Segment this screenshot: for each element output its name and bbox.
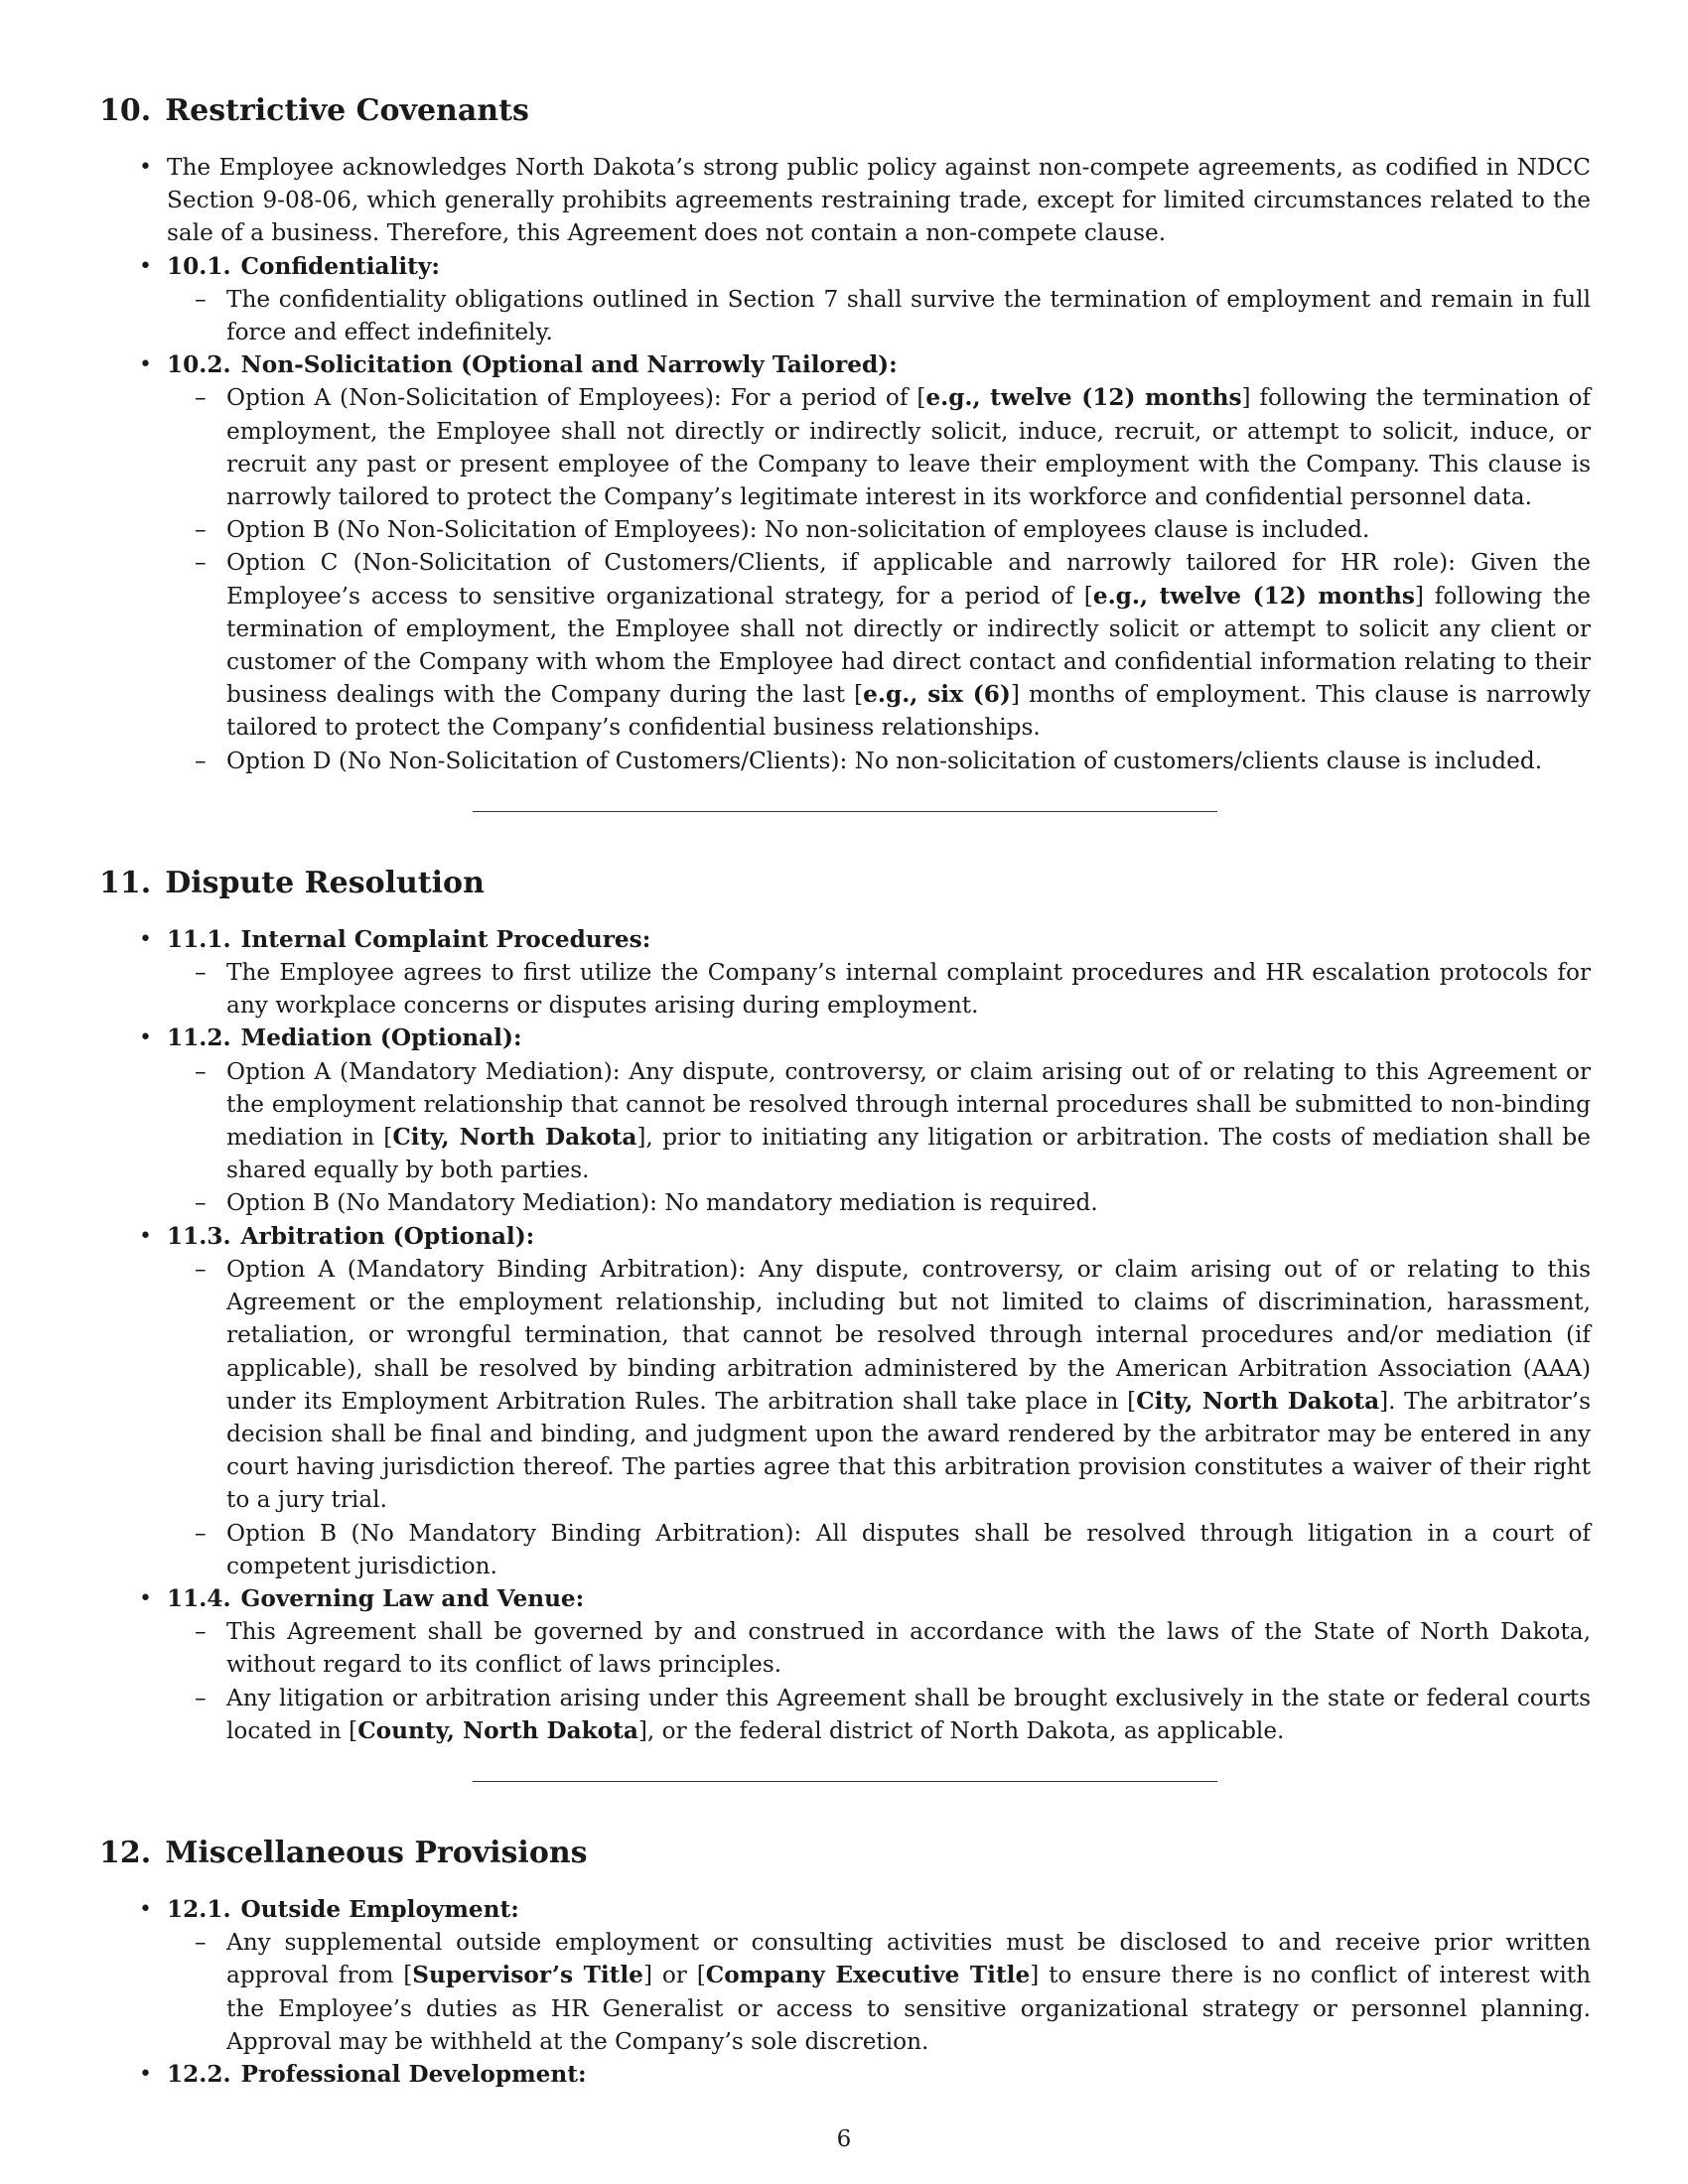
placeholder-text: e.g., twelve (12) months xyxy=(1092,582,1415,610)
sub-item: – The confidentiality obligations outlined in Section 7 shall survive the termination of employment and remain in full force and effect indefinitely. xyxy=(167,283,1591,348)
sub-item: – Any litigation or arbitration arising under this Agreement shall be brought exclusively in the state or federal courts located in [County, North Dakota], or the federal district of North Dakota, as applicable. xyxy=(167,1682,1591,1747)
placeholder-text: e.g., twelve (12) months xyxy=(925,384,1242,412)
section-divider xyxy=(473,811,1217,812)
list-item xyxy=(99,2058,1591,2091)
list-item: • The Employee acknowledges North Dakota’s strong public policy against non-compete agreements, as codified in NDCC Section 9-08-06, which generally prohibits agreements restraining trade, except for limited circumstances related to the sale of a business. Therefore, this Agreement does not contain a non-compete clause. xyxy=(99,151,1591,250)
sub-item: – Option C (Non-Solicitation of Customers/Clients, if applicable and narrowly tailored for HR role): Given the Employee’s access to sensitive organizational strategy, for a period of [e.g., twelve (12) months] following the termination of employment, the Employee shall not directly or indirectly solicit or attempt to solicit any client or customer of the Company with whom the Employee had direct contact and confidential information relating to their business dealings with the Company during the last [e.g., six (6)] months of employment. This clause is narrowly tailored to protect the Company’s confidential business relationships. xyxy=(167,546,1591,744)
item-heading: 11.4. Governing Law and Venue: xyxy=(167,1584,585,1612)
section-list xyxy=(99,1893,1591,2091)
list-item xyxy=(99,923,1591,1023)
placeholder-text: City, North Dakota xyxy=(392,1124,637,1152)
sub-item: – Any supplemental outside employment or consulting activities must be disclosed to and receive prior written approval from [Supervisor’s Title] or [Company Executive Title] to ensure there is no conflict of interest with the Employee’s duties as HR Generalist or access to sensitive organizational strategy or personnel planning. Approval may be withheld at the Company’s sole discretion. xyxy=(167,1926,1591,2058)
item-heading: 12.1. Outside Employment: xyxy=(167,1895,519,1923)
section-title: 11. Dispute Resolution xyxy=(99,865,485,900)
list-item xyxy=(99,250,1591,349)
list-item xyxy=(99,1893,1591,2058)
item-heading: 11.1. Internal Complaint Procedures: xyxy=(167,925,651,953)
sub-item: – Option B (No Mandatory Mediation): No mandatory mediation is required. xyxy=(167,1186,1591,1219)
list-item xyxy=(99,1582,1591,1747)
sub-item: – Option A (Mandatory Binding Arbitration): Any dispute, controversy, or claim arising out of or relating to this Agreement or the employment relationship, including but not limited to claims of discrimination, harassment, retaliation, or wrongful termination, that cannot be resolved through internal procedures and/or mediation (if applicable), shall be resolved by binding arbitration administered by the American Arbitration Association (AAA) under its Employment Arbitration Rules. The arbitration shall take place in [City, North Dakota]. The arbitrator’s decision shall be final and binding, and judgment upon the award rendered by the arbitrator may be entered in any court having jurisdiction thereof. The parties agree that this arbitration provision constitutes a waiver of their right to a jury trial. xyxy=(167,1253,1591,1517)
sub-item: – Option B (No Mandatory Binding Arbitration): All disputes shall be resolved through litigation in a court of competent jurisdiction. xyxy=(167,1517,1591,1582)
section-dispute-resolution xyxy=(99,864,1591,1747)
sub-item: – Option B (No Non-Solicitation of Employees): No non-solicitation of employees clause is included. xyxy=(167,513,1591,546)
placeholder-text: County, North Dakota xyxy=(357,1716,638,1744)
placeholder-text: Company Executive Title xyxy=(705,1962,1031,1989)
placeholder-text: City, North Dakota xyxy=(1136,1387,1380,1415)
page-number: 6 xyxy=(836,2126,852,2152)
sub-item: – Option A (Mandatory Mediation): Any dispute, controversy, or claim arising out of or relating to this Agreement or the employment relationship that cannot be resolved through internal procedures shall be submitted to non-binding mediation in [City, North Dakota], prior to initiating any litigation or arbitration. The costs of mediation shall be shared equally by both parties. xyxy=(167,1055,1591,1187)
list-item xyxy=(99,348,1591,777)
section-title: 10. Restrictive Covenants xyxy=(99,93,529,128)
section-title: 12. Miscellaneous Provisions xyxy=(99,1835,588,1870)
placeholder-text: e.g., six (6) xyxy=(863,681,1011,709)
sub-item: – Option D (No Non-Solicitation of Customers/Clients): No non-solicitation of customers/clients clause is included. xyxy=(167,745,1591,777)
section-divider xyxy=(473,1781,1217,1782)
item-heading: 10.1. Confidentiality: xyxy=(167,252,440,280)
sub-item: – The Employee agrees to first utilize the Company’s internal complaint procedures and HR escalation protocols for any workplace concerns or disputes arising during employment. xyxy=(167,956,1591,1022)
sub-item: – This Agreement shall be governed by and construed in accordance with the laws of the State of North Dakota, without regard to its conflict of laws principles. xyxy=(167,1615,1591,1681)
item-heading: 11.3. Arbitration (Optional): xyxy=(167,1222,535,1250)
item-heading: 12.2. Professional Development: xyxy=(167,2060,587,2088)
list-item xyxy=(99,1220,1591,1582)
item-heading: 11.2. Mediation (Optional): xyxy=(167,1024,522,1052)
section-miscellaneous-provisions xyxy=(99,1834,1591,2091)
sub-item: – Option A (Non-Solicitation of Employees): For a period of [e.g., twelve (12) months] following the termination of employment, the Employee shall not directly or indirectly solicit, induce, recruit, or attempt to solicit, induce, or recruit any past or present employee of the Company to leave their employment with the Company. This clause is narrowly tailored to protect the Company’s legitimate interest in its workforce and confidential personnel data. xyxy=(167,381,1591,513)
list-item xyxy=(99,1022,1591,1219)
section-restrictive-covenants xyxy=(99,91,1591,777)
document-page xyxy=(99,91,1591,2091)
item-heading: 10.2. Non-Solicitation (Optional and Narrowly Tailored): xyxy=(167,351,898,379)
section-list xyxy=(99,923,1591,1747)
placeholder-text: Supervisor’s Title xyxy=(412,1962,643,1989)
section-list xyxy=(99,151,1591,777)
